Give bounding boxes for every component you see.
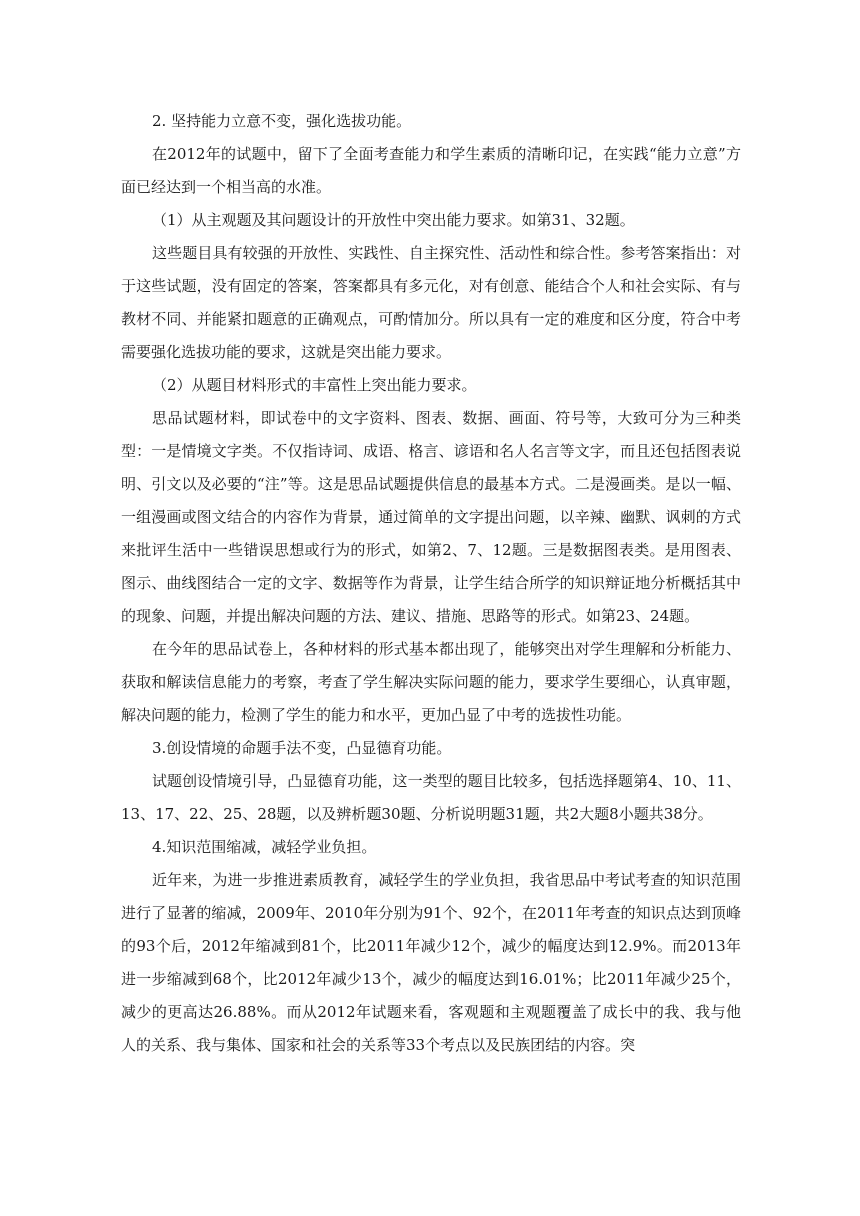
paragraph: 思品试题材料，即试卷中的文字资料、图表、数据、画面、符号等，大致可分为三种类型：一是情境文字类。不仅指诗词、成语、格言、谚语和名人名言等文字，而且还包括图表说明、引文以及必要的“注”等。这是思品试题提供信息的最基本方式。二是漫画类。是以一幅、一组漫画或图文结合的内容作为背景，通过简单的文字提出问题，以辛辣、幽默、讽刺的方式来批评生活中一些错误思想或行为的形式，如第2、7、12题。三是数据图表类。是用图表、图示、曲线图结合一定的文字、数据等作为背景，让学生结合所学的知识辩证地分析概括其中的现象、问题，并提出解决问题的方法、建议、措施、思路等的形式。如第23、24题。 <box>121 409 741 625</box>
subheading-1: （1）从主观题及其问题设计的开放性中突出能力要求。如第31、32题。 <box>152 211 635 229</box>
section-heading-2: 2. 坚持能力立意不变，强化选拔功能。 <box>152 112 412 130</box>
section-heading-4: 4.知识范围缩减，减轻学业负担。 <box>152 838 377 856</box>
paragraph: 在2012年的试题中，留下了全面考查能力和学生素质的清晰印记，在实践“能力立意”方面已经达到一个相当高的水准。 <box>121 145 741 196</box>
paragraph: 近年来，为进一步推进素质教育，减轻学生的学业负担，我省思品中考试考查的知识范围进行了显著的缩减，2009年、2010年分别为91个、92个，在2011年考查的知识点达到顶峰的93个后，2012年缩减到81个，比2011年减少12个，减少的幅度达到12.9%。而2013年进一步缩减到68个，比2012年减少13个，减少的幅度达到16.01%；比2011年减少25个，减少的更高达26.88%。而从2012年试题来看，客观题和主观题覆盖了成长中的我、我与他人的关系、我与集体、国家和社会的关系等33个考点以及民族团结的内容。突 <box>121 871 741 1054</box>
subheading-2: （2）从题目材料形式的丰富性上突出能力要求。 <box>152 376 477 394</box>
paragraph: 在今年的思品试卷上，各种材料的形式基本都出现了，能够突出对学生理解和分析能力、获取和解读信息能力的考察，考查了学生解决实际问题的能力，要求学生要细心，认真审题，解决问题的能力，检测了学生的能力和水平，更加凸显了中考的选拔性功能。 <box>121 640 741 724</box>
paragraph: 试题创设情境引导，凸显德育功能，这一类型的题目比较多，包括选择题第4、10、11、13、17、22、25、28题，以及辨析题30题、分析说明题31题，共2大题8小题共38分。 <box>121 772 741 823</box>
document-body <box>121 105 741 1062</box>
paragraph: 这些题目具有较强的开放性、实践性、自主探究性、活动性和综合性。参考答案指出：对于这些试题，没有固定的答案，答案都具有多元化，对有创意、能结合个人和社会实际、有与教材不同、并能紧扣题意的正确观点，可酌情加分。所以具有一定的难度和区分度，符合中考需要强化选拔功能的要求，这就是突出能力要求。 <box>121 244 741 361</box>
section-heading-3: 3.创设情境的命题手法不变，凸显德育功能。 <box>152 739 452 757</box>
